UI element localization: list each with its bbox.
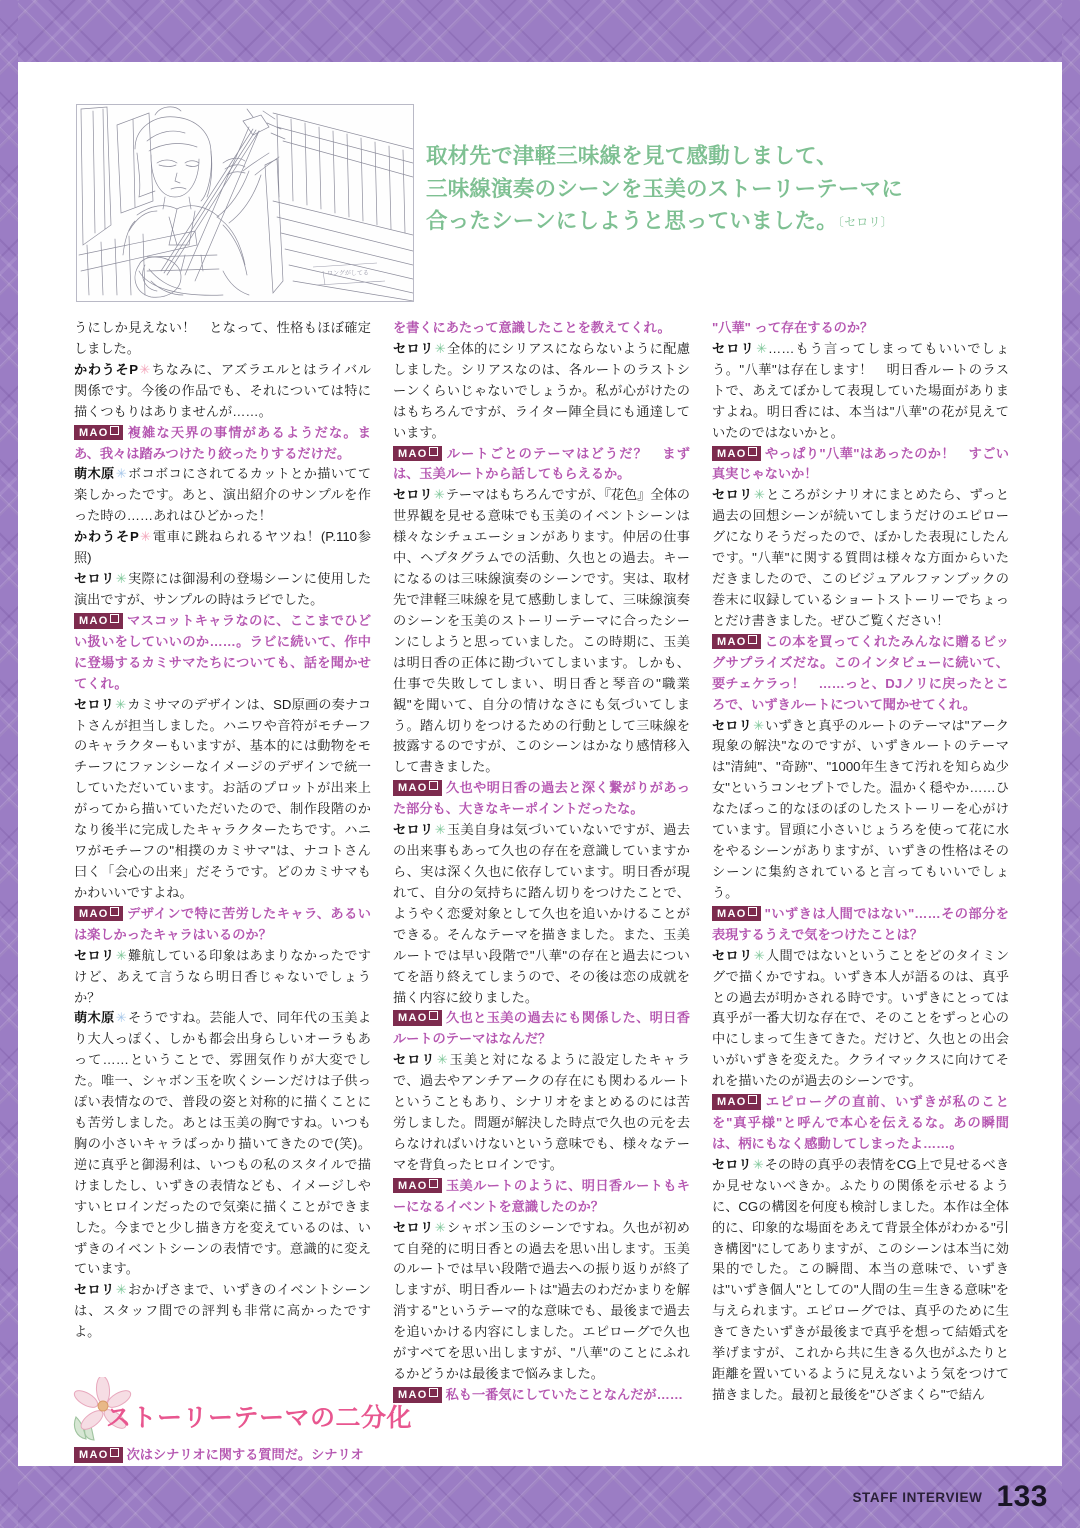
mao-badge-square-icon [429,1179,438,1188]
mao-badge-square-icon [748,1095,757,1104]
mao-badge: MAO [712,1094,761,1110]
asterisk-icon: ✳ [115,947,127,963]
section-heading-title: ストーリーテーマの二分化 [106,1404,413,1433]
paragraph-serori: セロリ✳シャボン玉のシーンですね。久也が初めて自発的に明日香との過去を思い出します。玉美のルートでは早い段階で過去への振り返りが終了しますが、明日香ルートは"過去のわだかまりを解消する"というテーマ的な意味でも、最後まで過去を追いかける内容にしました。エピローグで久也がすべてを思い出しますが、"八華"のことにふれるかどうかは最後まで悩みました。 [393,1219,690,1382]
footer-section-label: STAFF INTERVIEW [852,1489,983,1505]
mao-badge: MAO [712,446,761,462]
page-header [76,104,1006,300]
text-column-1 [74,318,413,1463]
mao-badge: MAO [74,425,123,441]
asterisk-icon: ✳ [434,822,446,838]
mao-badge-square-icon [429,1388,438,1397]
paragraph-serori: セロリ✳玉美と対になるように設定したキャラで、過去やアンチアークの存在にも関わるルートということもあり、シナリオをまとめるのには苦労しました。問題が解決した時点で久也の元を去らなければいけないという意味でも、様々なテーマを背負ったヒロインです。 [393,1052,691,1172]
speaker-label: 萌木原 [74,1010,115,1026]
mao-badge-square-icon [748,907,757,916]
paragraph-serori: セロリ✳その時の真乎の表情をCG上で見せるべきか見せないべきか。ふたりの関係を示せるように、CGの構図を何度も検討しました。本作は全体的に、印象的な場面をあえて背景全体がわかる"引き構図"にしてありますが、このシーンは本当に効果的でした。この瞬間、本当の意味で、いずきは"いずき個人"としての"人間の生＝生きる意味"を与えられます。エピローグでは、真乎のために生きてきたいずきが最後まで真乎を想って結婚式を挙げますが、これから共に生きる久也がふたりと距離を置いているように見えないよう気をつけて描きました。最初と最後を"ひざまくら"で結ん [712,1156,1010,1403]
paragraph-serori: セロリ✳ところがシナリオにまとめたら、ずっと過去の回想シーンが続いてしまうだけのエピローグになりそうだったので、ぼかした表現にしたんです。"八華"に関する質問は様々な方面からいただきましたので、このビジュアルファンブックの巻末に収録しているショートストーリーでちょっとだけ書きました。ぜひご覧ください！ [712,487,1010,628]
paragraph: うにしか見えない！ となって、性格もほぼ確定しました。 [74,320,371,356]
text-column-3 [712,318,1009,1418]
paragraph-kawausop: かわうそP✳ちなみに、アズラエルとはライバル関係です。今後の作品でも、それについては特に描くつもりはありませんが……。 [74,361,371,419]
mao-badge: MAO [393,446,442,462]
asterisk-icon: ✳ [755,340,767,356]
speaker-label: かわうそP [74,361,139,377]
speaker-label: セロリ [74,571,115,587]
decorative-border-right [1062,0,1080,1528]
speaker-label: 萌木原 [74,466,115,482]
mao-badge-square-icon [110,1448,119,1457]
speaker-label: セロリ [712,717,752,733]
asterisk-icon: ✳ [433,487,445,503]
asterisk-icon: ✳ [115,571,127,587]
asterisk-icon: ✳ [115,1010,127,1026]
speaker-label: セロリ [712,340,755,356]
paragraph-mao-question: MAO この本を買ってくれたみんなに贈るビッグサプライズだな。このインタビューに続いて、要チェケラっ！ ……っと、DJノリに戻ったところで、いずきルートについて聞かせてくれ。 [712,633,1009,712]
mao-badge: MAO [393,1387,442,1403]
mao-badge: MAO [393,780,442,796]
paragraph-serori: セロリ✳人間ではないということをどのタイミングで描くかですね。いずき本人が語るのは、真乎との過去が明かされる時です。いずきにとっては真乎が一番大切な存在で、そのことをずっと心の中にしまって生きてきた。だけど、久也との出会いがいずきを変えた。クライマックスに向けてそれを描いたのが過去のシーンです。 [712,947,1010,1089]
article-body [74,318,1010,1463]
paragraph-moegihara: 萌木原✳そうですね。芸能人で、同年代の玉美より大人っぽく、しかも都会出身らしいオーラもあって……ということで、雰囲気作りが大変でした。唯一、シャボン玉を吹くシーンだけは子供っぽい表情なので、普段の姿と対称的に描くことにも苦労しました。あとは玉美の胸ですね。いつも胸の小さいキャラばっかり描いてきたので(笑)。逆に真乎と御湯利は、いつもの私のスタイルで描けましたし、いずきの表情なども、イメージしやすいヒロインだったので気楽に描くことができました。今までと少し描き方を変えているのは、いずきのイベントシーンの表情です。意識的に変えています。 [74,1010,372,1277]
pull-quote-line-3: 合ったシーンにしようと思っていました。〔セロリ〕 [426,209,893,234]
mao-badge: MAO [393,1178,442,1194]
paragraph-mao-question: MAO 複雑な天界の事情があるようだな。まあ、我々は踏みつけたり絞ったりするだけだ。 [74,424,371,461]
asterisk-icon: ✳ [753,947,765,963]
asterisk-icon: ✳ [752,717,764,733]
asterisk-icon: ✳ [139,361,151,377]
speaker-label: セロリ [393,1052,436,1068]
paragraph-mao-question: MAO 玉美ルートのように、明日香ルートもキーになるイベントを意識したのか？ [393,1177,690,1214]
speaker-label: セロリ [393,487,433,503]
pull-quote-line-2: 三味線演奏のシーンを玉美のストーリーテーマに [426,176,903,201]
decorative-border-top [0,0,1080,62]
page-number: 133 [996,1480,1048,1513]
mao-badge: MAO [712,906,761,922]
speaker-label: セロリ [712,947,753,963]
paragraph-mao-question: MAO ルートごとのテーマはどうだ？ まずは、玉美ルートから話してもらえるか。 [393,445,690,482]
speaker-label: セロリ [712,487,753,503]
illustration-caption: ロングがしてる [327,271,369,277]
mao-badge-square-icon [748,447,757,456]
paragraph-serori: セロリ✳いずきと真乎のルートのテーマは"アーク現象の解決"なのですが、いずきルートのテーマは"清純"、"奇跡"、"1000年生きて汚れを知らぬ少女"というコンセプトでした。温かく穏やか……ひなたぼっこ的なほのぼのしたストーリーを心がけています。冒頭に小さいじょうろを使って花に水をやるシーンがありますが、いずきの性格はそのシーンに集約されていると言ってもいいでしょう。 [712,717,1009,900]
paragraph-serori: セロリ✳全体的にシリアスにならないように配慮しました。シリアスなのは、各ルートのラストシーンくらいじゃないでしょうか。私が心がけたのはもちろんですが、ライター陣全員にも通達しています。 [393,340,690,440]
paragraph-mao-question: MAO 次はシナリオに関する質問だ。シナリオ [74,1445,371,1466]
paragraph-mao-question-continued: "八華" って存在するのか？ [712,320,874,335]
text-column-2 [393,318,690,1418]
speaker-label: セロリ [74,1282,115,1298]
asterisk-icon: ✳ [139,529,151,545]
asterisk-icon: ✳ [753,487,765,503]
asterisk-icon: ✳ [115,1282,127,1298]
mao-badge: MAO [393,1010,442,1026]
paragraph-serori: セロリ✳……もう言ってしまってもいいでしょう。"八華"は存在します！ 明日香ルートのラストで、あえてぼかして表現していた場面がありますよね。明日香には、本当は"八華"の花が見えていたのではないかと。 [712,340,1010,440]
mao-badge-square-icon [110,426,119,435]
asterisk-icon: ✳ [436,1052,448,1068]
mao-badge: MAO [74,1447,123,1463]
mao-badge: MAO [74,906,123,922]
speaker-label: セロリ [393,340,434,356]
paragraph-moegihara: 萌木原✳ボコボコにされてるカットとか描いてて楽しかったです。あと、演出紹介のサンプルを作った時の……あれはひどかった！ [74,466,372,524]
mao-badge: MAO [74,613,123,629]
asterisk-icon: ✳ [115,696,127,712]
paragraph-mao-question: MAO デザインで特に苦労したキャラ、あるいは楽しかったキャラはいるのか？ [74,905,371,942]
paragraph-serori: セロリ✳実際には御湯利の登場シーンに使用した演出ですが、サンプルの時はラビでした。 [74,571,372,607]
mao-badge-square-icon [110,614,119,623]
speaker-label: セロリ [393,822,434,838]
speaker-label: セロリ [74,947,115,963]
paragraph-serori: セロリ✳カミサマのデザインは、SD原画の奏ナコトさんが担当しました。ハニワや音符がモチーフのキャラクターもいますが、基本的には動物をモチーフにファンシーなイメージのデザインで統一していただいています。お話のプロットが出来上がってから描いていただいたので、制作段階のかなり後半に完成したキャラクターたちです。ハニワがモチーフの"相撲のカミサマ"は、ナコトさん曰く「会心の出来」だそうです。どのカミサマもかわいいですよね。 [74,696,372,900]
asterisk-icon: ✳ [434,1219,446,1235]
paragraph-mao-question-continued: を書くにあたって意識したことを教えてくれ。 [393,320,671,335]
pull-quote-line-1: 取材先で津軽三味線を見て感動しまして、 [426,144,838,168]
paragraph-mao-question: MAO 私も一番気にしていたことなんだが…… [393,1385,690,1406]
mao-badge: MAO [712,634,761,650]
speaker-label: セロリ [393,1219,434,1235]
paragraph-mao-question: MAO やっぱり"八華"はあったのか！ すごい真実じゃないか！ [712,445,1009,482]
paragraph-serori: セロリ✳玉美自身は気づいていないですが、過去の出来事もあって久也の存在を意識していますから、実は深く久也に依存しています。明日香が現れて、自分の気持ちに踏ん切りをつけたことで、ようやく恋愛対象として久也を追いかけることができる。そんなテーマを描きました。また、玉美ルートでは早い段階で"八華"の存在と過去についてを語り終えてしまうので、その後は恋の成就を描く内容に絞りました。 [393,822,690,1005]
paragraph-mao-question: MAO 久也や明日香の過去と深く繋がりがあった部分も、大きなキーポイントだったな。 [393,780,690,817]
speaker-label: かわうそP [74,529,139,545]
paragraph-mao-question: MAO エピローグの直前、いずきが私のことを"真乎様"と呼んで本心を伝えるな。あの瞬間は、柄にもなく感動してしまったよ……。 [712,1094,1009,1151]
paragraph-mao-question: MAO 久也と玉美の過去にも関係した、明日香ルートのテーマはなんだ？ [393,1010,690,1047]
illustration-shamisen-lineart [76,104,414,302]
paragraph-serori: セロリ✳難航している印象はあまりなかったですけど、あえて言うなら明日香じゃないでしょうか？ [74,947,371,1005]
paragraph-serori: セロリ✳テーマはもちろんですが、『花色』全体の世界観を見せる意味でも玉美のイベントシーンは様々なシチュエーションがあります。仲居の仕事中、ヘプタグラムでの活動、久也との過去。キーになるのは三味線演奏のシーンです。実は、取材先で津軽三味線を見て感動しまして、三味線演奏のシーンを玉美のストーリーテーマに合ったシーンにしようと思っていました。この時期に、玉美は明日香の正体に勘づいてしまいます。しかも、仕事で失敗してしまい、明日香と琴音の"職業観"を聞いて、自分の情けなさにも気づいてしまう。踏ん切りをつけるための行動として三味線を披露するのですが、このシーンはかなり感情移入して書きました。 [393,487,690,775]
asterisk-icon: ✳ [434,340,446,356]
paragraph-mao-question: MAO "いずきは人間ではない"……その部分を表現するうえで気をつけたことは？ [712,905,1009,942]
mao-badge-square-icon [429,1011,438,1020]
pull-quote [426,140,1006,238]
paragraph-serori: セロリ✳おかげさまで、いずきのイベントシーンは、スタッフ間での評判も非常に高かったですよ。 [74,1282,371,1340]
asterisk-icon: ✳ [752,1156,764,1172]
mao-badge-square-icon [748,635,757,644]
paragraph-mao-question: MAO マスコットキャラなのに、ここまでひどい扱いをしていいのか……。ラビに続いて、作中に登場するカミサマたちについても、話を聞かせてくれ。 [74,612,371,691]
mao-badge-square-icon [429,781,438,790]
page-footer [0,1466,1080,1528]
asterisk-icon: ✳ [115,466,127,482]
speaker-label: セロリ [74,696,115,712]
speaker-label: セロリ [712,1156,752,1172]
paragraph-kawausop: かわうそP✳電車に跳ねられるヤツね！(P.110参照) [74,529,372,566]
decorative-border-left [0,0,18,1528]
mao-badge-square-icon [110,907,119,916]
pull-quote-attribution: 〔セロリ〕 [837,215,893,230]
mao-badge-square-icon [429,447,438,456]
